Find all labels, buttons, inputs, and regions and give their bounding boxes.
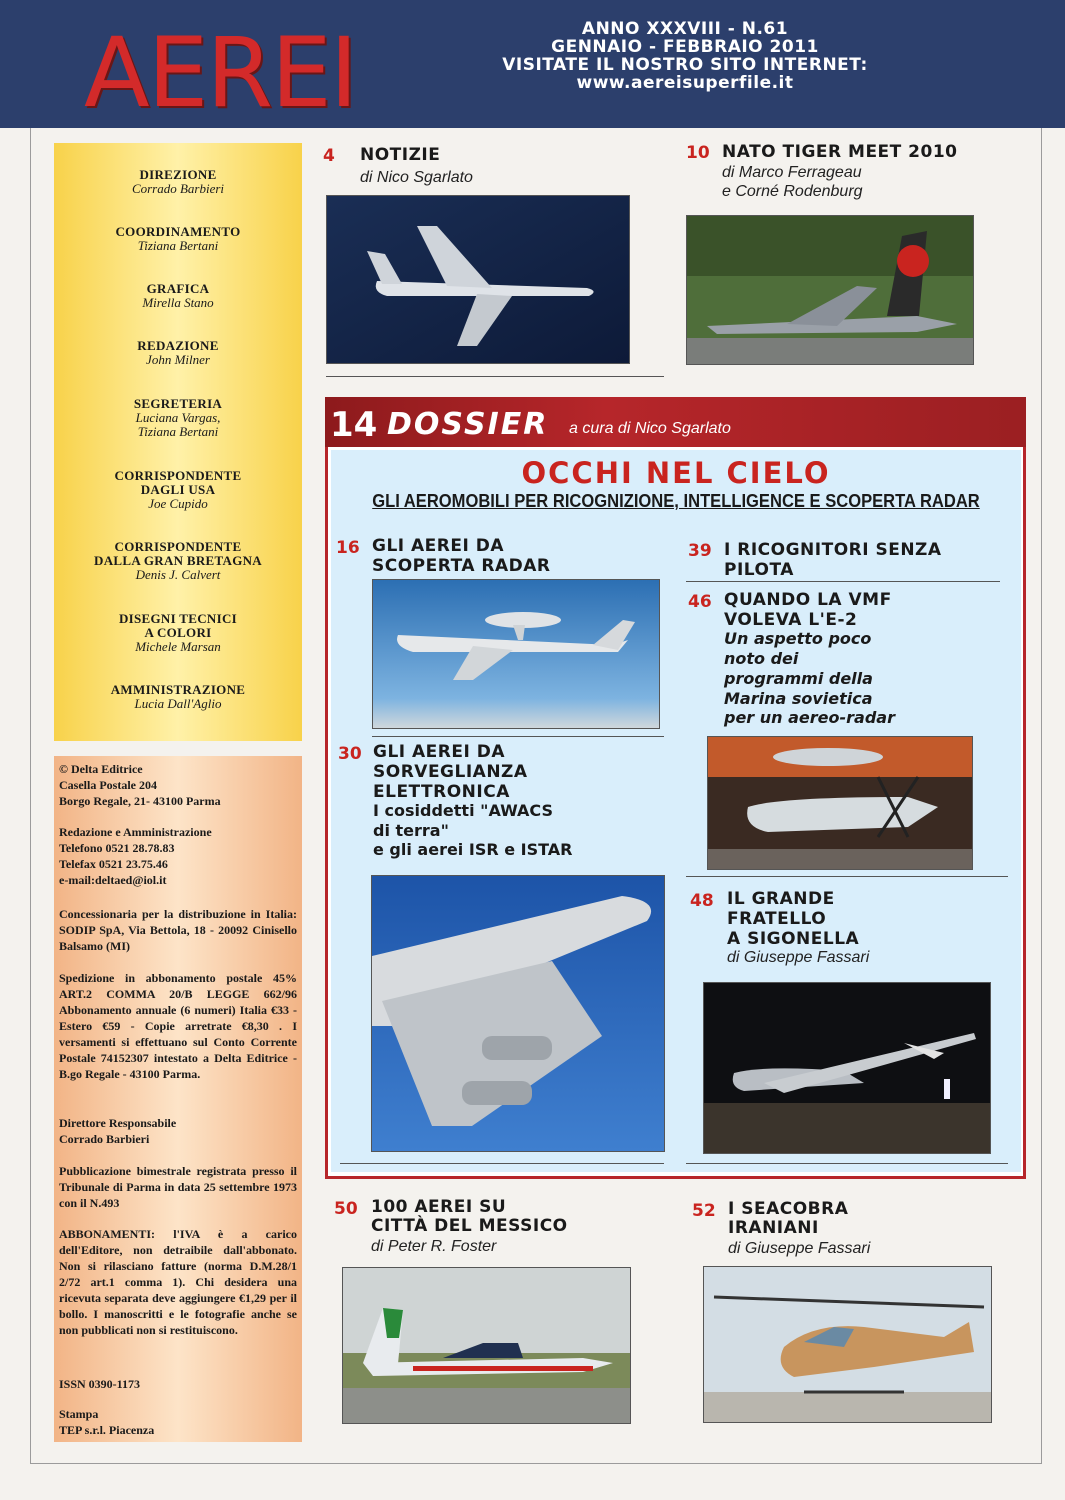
helicopter-icon [704,1267,991,1422]
staff-name: Denis J. Calvert [135,567,221,582]
subscriptions-terms: ABBONAMENTI: l'IVA è a carico dell'Editore, non detraibile dall'abbonato. Non si rilasciano fatture (norma D.M.28/1 2/72 art.1 comma 1). Chi desidera una ricevuta separata deve aggiungere €1,29 per il bollo. I manoscritti e le fotografie anche se non pubblicati non si restituiscono. [59,1227,297,1337]
article-subtitle: di terra" [373,821,449,840]
article-subtitle: Un aspetto poco [724,629,872,648]
article-title[interactable]: SCOPERTA RADAR [372,556,551,576]
staff-role: CORRISPONDENTE [114,539,242,554]
dossier-editor: a cura di Nico Sgarlato [569,420,731,437]
article-title[interactable]: GLI AEREI DA [373,742,506,762]
article-title[interactable]: I RICOGNITORI SENZA [724,540,942,560]
site-prompt: VISITATE IL NOSTRO SITO INTERNET: [502,55,868,75]
divider [686,876,1008,877]
article-title[interactable]: SORVEGLIANZA [373,762,528,782]
article-author: di Nico Sgarlato [360,169,473,186]
distribution-note: Concessionaria per la distribuzione in Italia: SODIP SpA, Via Bettola, 18 - 20092 Cinisello Balsamo (MI) [59,907,297,953]
staff-role: GRAFICA [146,281,210,296]
address-line: Casella Postale 204 [59,778,157,792]
article-author: di Marco Ferrageau [722,164,862,181]
article-title[interactable]: FRATELLO [727,909,827,929]
staff-name: Corrado Barbieri [131,181,225,196]
article-title[interactable]: GLI AEREI DA [372,536,505,556]
article-author: e Corné Rodenburg [722,183,863,200]
article-title[interactable]: 100 AEREI SU [371,1197,507,1217]
director-label: Direttore Responsabile [59,1116,177,1130]
staff-name: Joe Cupido [148,496,208,511]
plane-photo-icon [327,196,629,363]
issue-info [470,20,900,92]
staff-name: Lucia Dall'Aglio [134,696,222,711]
article-subtitle: Marina sovietica [724,689,873,708]
page-number: 10 [686,143,710,163]
article-title[interactable]: ELETTRONICA [373,782,510,802]
article-title[interactable]: QUANDO LA VMF [724,590,892,610]
page-number: 30 [338,744,362,764]
article-title[interactable]: I SEACOBRA [728,1199,849,1219]
article-title[interactable]: IL GRANDE [727,889,835,909]
e8-photo [371,875,665,1152]
page-number: 50 [334,1199,358,1219]
site-url[interactable]: www.aereisuperfile.it [576,73,794,93]
staff-entry [54,469,302,511]
printer: TEP s.r.l. Piacenza [59,1423,155,1437]
staff-entry [54,397,302,439]
an71-photo [707,736,973,870]
registration-note: Pubblicazione bimestrale registrata presso il Tribunale di Parma in data 25 settembre 1973 con il N.493 [59,1164,297,1210]
article-title[interactable]: PILOTA [724,560,794,580]
tiger-meet-photo [686,215,974,365]
staff-entry [54,168,302,196]
article-subtitle: per un aereo-radar [724,708,895,727]
staff-role: REDAZIONE [137,338,219,353]
print-label: Stampa [59,1407,99,1421]
jet-closeup-icon [372,876,664,1151]
issue-date: GENNAIO - FEBBRAIO 2011 [551,37,819,57]
divider [340,1163,664,1164]
staff-role: DIREZIONE [139,167,217,182]
dossier-label[interactable]: DOSSIER [387,407,549,442]
page-number: 39 [688,541,712,561]
staff-entry [54,225,302,253]
page-number: 52 [692,1201,716,1221]
global-hawk-photo [703,982,991,1154]
article-title[interactable]: A SIGONELLA [727,929,860,949]
page-number: 16 [336,538,360,558]
article-title[interactable]: CITTÀ DEL MESSICO [371,1216,568,1236]
staff-role: A COLORI [144,625,212,640]
seacobra-photo [703,1266,992,1423]
staff-role: DALLA GRAN BRETAGNA [94,553,262,568]
staff-role: COORDINAMENTO [115,224,241,239]
divider [686,581,1000,582]
dossier-headline: OCCHI NEL CIELO [521,456,831,490]
page-number: 46 [688,592,712,612]
email[interactable]: e-mail:deltaed@iol.it [59,873,167,887]
staff-name: Tiziana Bertani [137,238,219,253]
address-line: Borgo Regale, 21- 43100 Parma [59,794,221,808]
magazine-logo: AEREI [84,17,356,129]
divider [372,736,664,737]
page-number: 4 [323,146,335,166]
staff-role: DISEGNI TECNICI [118,611,238,626]
messico-photo [342,1267,631,1424]
article-title[interactable]: NATO TIGER MEET 2010 [722,142,958,162]
article-subtitle: programmi della [724,669,873,688]
article-author: di Peter R. Foster [371,1238,497,1255]
fax: Telefax 0521 23.75.46 [59,857,168,871]
divider [686,1163,1008,1164]
dossier-page-number: 14 [330,405,378,445]
director-name: Corrado Barbieri [59,1132,150,1146]
drone-photo-icon [704,983,990,1153]
staff-name: John Milner [146,352,210,367]
jet-photo-icon [687,216,973,364]
staff-name: Tiziana Bertani [137,424,219,439]
page-number: 48 [690,891,714,911]
article-title[interactable]: IRANIANI [728,1218,819,1238]
notizie-photo [326,195,630,364]
publisher-panel [54,756,302,1442]
staff-name: Michele Marsan [135,639,221,654]
staff-name: Luciana Vargas, [135,410,221,425]
article-title[interactable]: NOTIZIE [360,145,441,165]
article-author: di Giuseppe Fassari [727,949,870,966]
staff-name: Mirella Stano [142,295,214,310]
issue-number: ANNO XXXVIII - N.61 [581,19,789,39]
staff-entry [54,612,302,654]
staff-entry [54,683,302,711]
staff-role: CORRISPONDENTE [114,468,242,483]
staff-panel [54,143,302,741]
awacs-photo [372,579,660,729]
article-subtitle: I cosiddetti "AWACS [373,801,553,820]
article-subtitle: e gli aerei ISR e ISTAR [373,840,573,859]
article-subtitle: noto dei [724,649,799,668]
article-title[interactable]: VOLEVA L'E-2 [724,610,858,630]
divider [326,376,664,377]
dossier-subheadline: GLI AEROMOBILI PER RICOGNIZIONE, INTELLIGENCE E SCOPERTA RADAR [372,491,980,511]
office-label: Redazione e Amministrazione [59,825,212,839]
article-author: di Giuseppe Fassari [728,1240,871,1257]
staff-role: SEGRETERIA [133,396,223,411]
staff-role: AMMINISTRAZIONE [110,682,246,697]
trainer-plane-icon [343,1268,630,1423]
phone: Telefono 0521 28.78.83 [59,841,175,855]
awacs-photo-icon [373,580,659,728]
propeller-plane-icon [708,737,972,869]
staff-entry [54,282,302,310]
copyright: © Delta Editrice [59,762,143,776]
staff-entry [54,540,302,582]
subscription-note: Spedizione in abbonamento postale 45% ART.2 COMMA 20/B LEGGE 662/96 Abbonamento annuale (6 numeri) Italia €33 - Estero €59 - Copie arretrate €8,30 . I versamenti si effettuano sul Conto Corrente Postale 74152307 intestato a Delta Editrice - B.go Regale - 43100 Parma. [59,971,297,1081]
staff-role: DAGLI USA [140,482,216,497]
staff-entry [54,339,302,367]
issn: ISSN 0390-1173 [59,1377,141,1391]
